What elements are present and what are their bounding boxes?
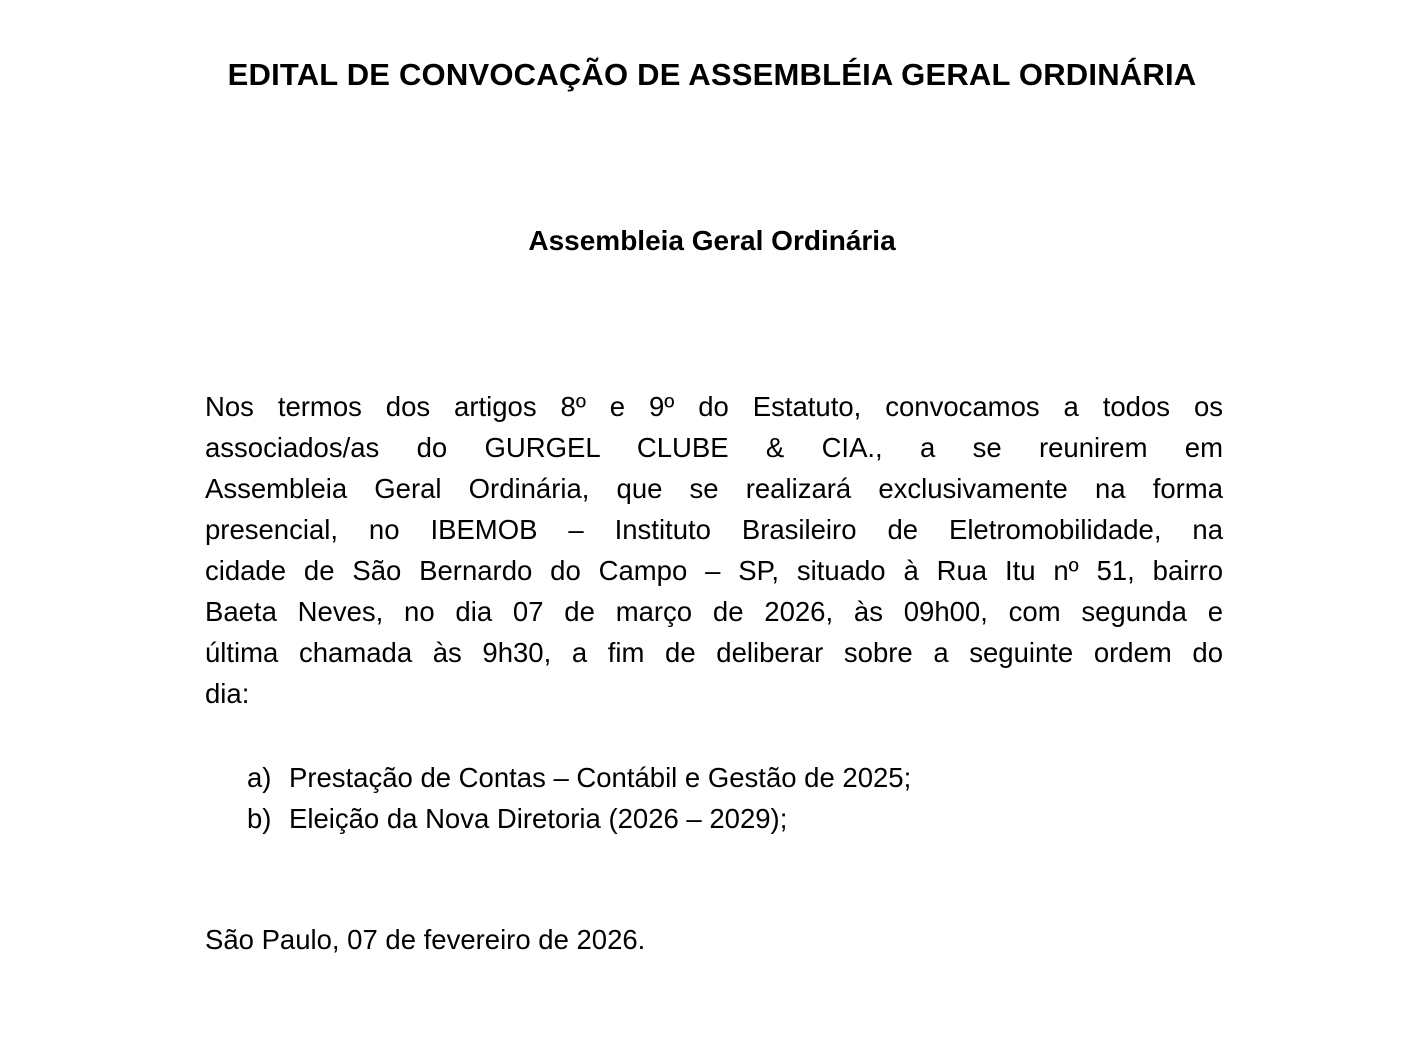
agenda-item <box>247 798 1227 839</box>
paragraph-line: Baeta Neves, no dia 07 de março de 2026, às 09h00, com segunda e <box>205 596 1223 627</box>
paragraph-line: última chamada às 9h30, a fim de deliberar sobre a seguinte ordem do <box>205 637 1223 668</box>
document-title: EDITAL DE CONVOCAÇÃO DE ASSEMBLÉIA GERAL ORDINÁRIA <box>227 57 1197 92</box>
agenda-item-text: Eleição da Nova Diretoria (2026 – 2029); <box>289 803 788 834</box>
closing-date-line: São Paulo, 07 de fevereiro de 2026. <box>205 924 646 955</box>
paragraph-line: presencial, no IBEMOB – Instituto Brasileiro de Eletromobilidade, na <box>205 514 1223 545</box>
agenda-item <box>247 757 1227 798</box>
agenda-item-marker: a) <box>247 762 272 793</box>
paragraph-line: associados/as do GURGEL CLUBE & CIA., a se reunirem em <box>205 432 1223 463</box>
agenda-item-marker: b) <box>247 803 272 834</box>
paragraph-line: Assembleia Geral Ordinária, que se realizará exclusivamente na forma <box>205 473 1223 504</box>
paragraph-line: cidade de São Bernardo do Campo – SP, situado à Rua Itu nº 51, bairro <box>205 555 1223 586</box>
agenda-item-text: Prestação de Contas – Contábil e Gestão de 2025; <box>289 762 912 793</box>
document-subtitle: Assembleia Geral Ordinária <box>528 225 896 256</box>
agenda-list <box>247 757 1227 839</box>
paragraph-line: dia: <box>205 678 250 709</box>
body-paragraph <box>205 386 1223 714</box>
paragraph-line: Nos termos dos artigos 8º e 9º do Estatuto, convocamos a todos os <box>205 391 1223 422</box>
